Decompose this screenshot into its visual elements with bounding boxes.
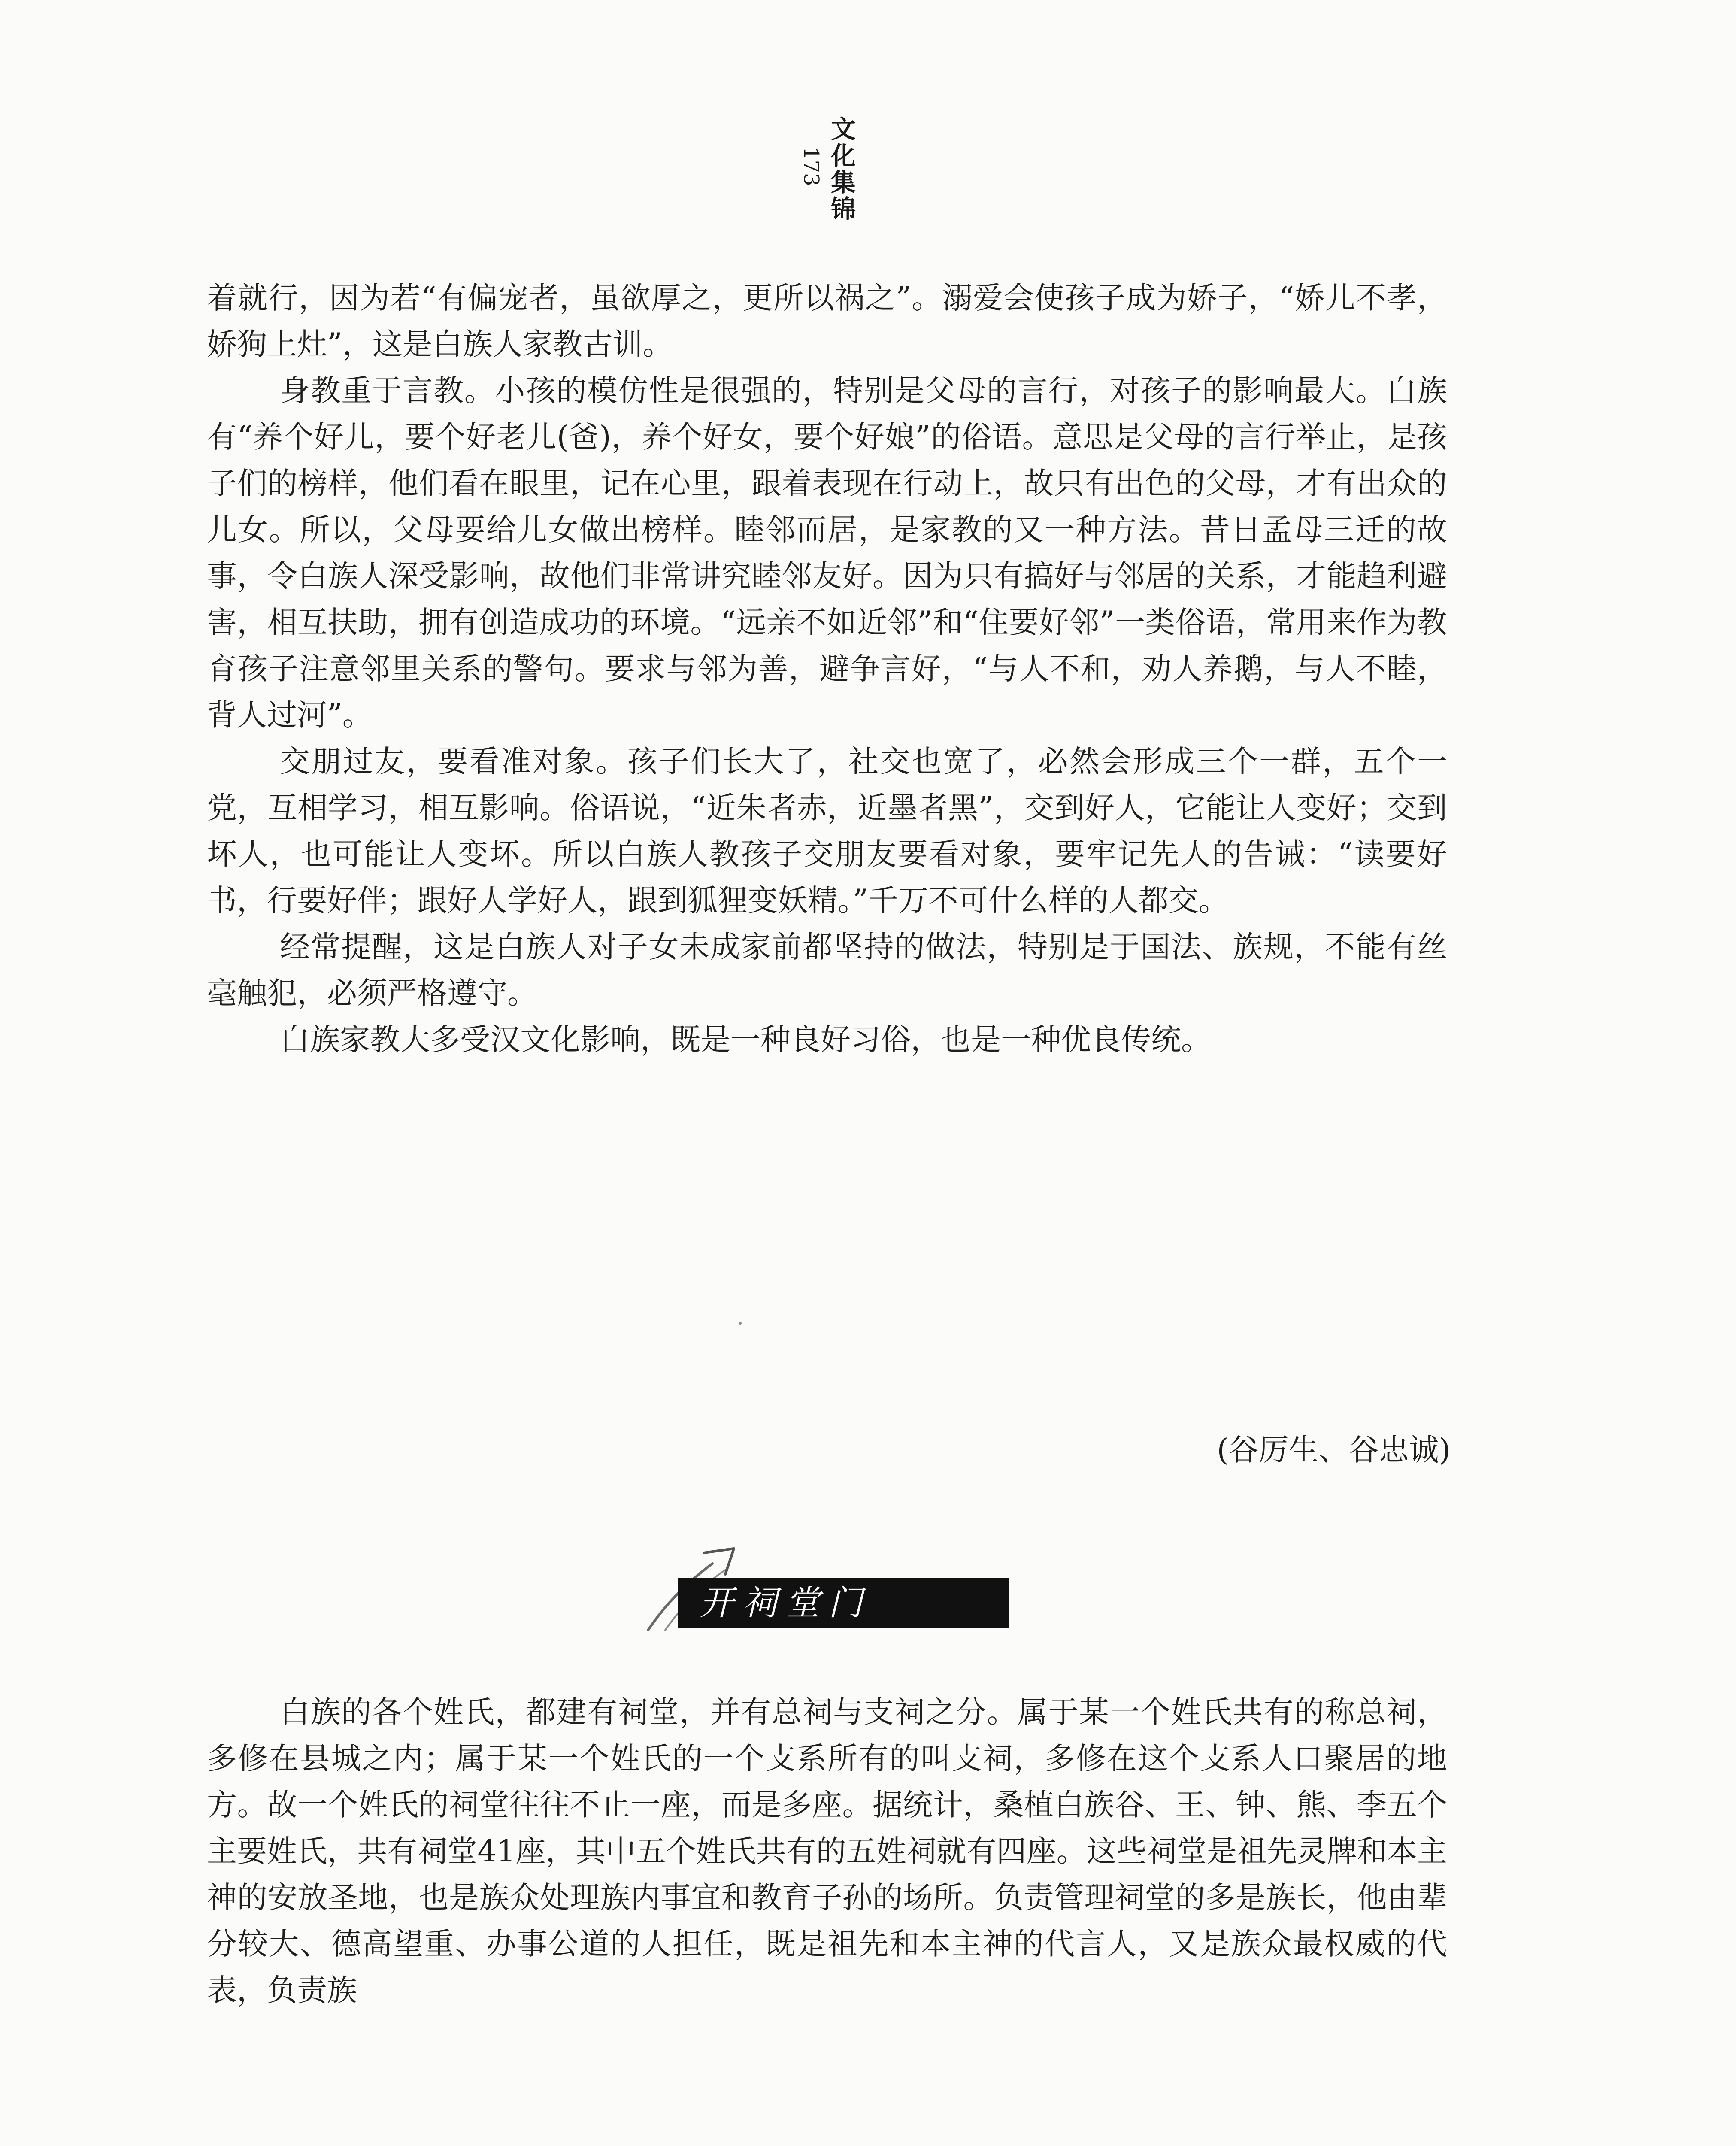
paragraph: 白族家教大多受汉文化影响，既是一种良好习俗，也是一种优良传统。	[280, 1022, 1211, 1057]
paragraph: 交朋过友，要看准对象。孩子们长大了，社交也宽了，必然会形成三个一群，五个一党，互相学习，相互影响。俗语说，“近朱者赤，近墨者黑”，交到好人，它能让人变好；交到坏人，也可能让人变坏。所以白族人教孩子交朋友要看对象，要牢记先人的告诫：“读要好书，行要好伴；跟好人学好人，跟到狐狸变妖精。”千万不可什么样的人都交。	[207, 744, 1447, 918]
running-header	[797, 116, 857, 253]
paragraph: 经常提醒，这是白族人对子女未成家前都坚持的做法，特别是于国法、族规，不能有丝毫触犯，必须严格遵守。	[207, 929, 1447, 1011]
author-byline: (谷厉生、谷忠诚)	[1217, 1432, 1451, 1467]
print-speck	[739, 1322, 742, 1325]
section-heading	[639, 1523, 1026, 1634]
section-title: 开祠堂门	[700, 1583, 871, 1623]
paragraph: 着就行，因为若“有偏宠者，虽欲厚之，更所以祸之”。溺爱会使孩子成为娇子，“娇儿不孝，娇狗上灶”，这是白族人家教古训。	[207, 280, 1447, 362]
paragraph: 白族的各个姓氏，都建有祠堂，并有总祠与支祠之分。属于某一个姓氏共有的称总祠，多修在县城之内；属于某一个姓氏的一个支系所有的叫支祠，多修在这个支系人口聚居的地方。故一个姓氏的祠堂往往不止一座，而是多座。据统计，桑植白族谷、王、钟、熊、李五个主要姓氏，共有祠堂41座，其中五个姓氏共有的五姓祠就有四座。这些祠堂是祖先灵牌和本主神的安放圣地，也是族众处理族内事宜和教育子孙的场所。负责管理祠堂的多是族长，他由辈分较大、德高望重、办事公道的人担任，既是祖先和本主神的代言人，又是族众最权威的代表，负责族	[207, 1694, 1447, 2008]
article-body-bottom	[207, 1689, 1447, 2013]
page-number: 173	[799, 147, 823, 186]
section-name: 文化集锦	[827, 116, 856, 222]
article-body-top	[207, 275, 1447, 1063]
paragraph: 身教重于言教。小孩的模仿性是很强的，特别是父母的言行，对孩子的影响最大。白族有“养个好儿，要个好老儿(爸)，养个好女，要个好娘”的俗语。意思是父母的言行举止，是孩子们的榜样，他们看在眼里，记在心里，跟着表现在行动上，故只有出色的父母，才有出众的儿女。所以，父母要给儿女做出榜样。睦邻而居，是家教的又一种方法。昔日孟母三迁的故事，令白族人深受影响，故他们非常讲究睦邻友好。因为只有搞好与邻居的关系，才能趋利避害，相互扶助，拥有创造成功的环境。“远亲不如近邻”和“住要好邻”一类俗语，常用来作为教育孩子注意邻里关系的警句。要求与邻为善，避争言好，“与人不和，劝人养鹅，与人不睦，背人过河”。	[207, 373, 1447, 733]
